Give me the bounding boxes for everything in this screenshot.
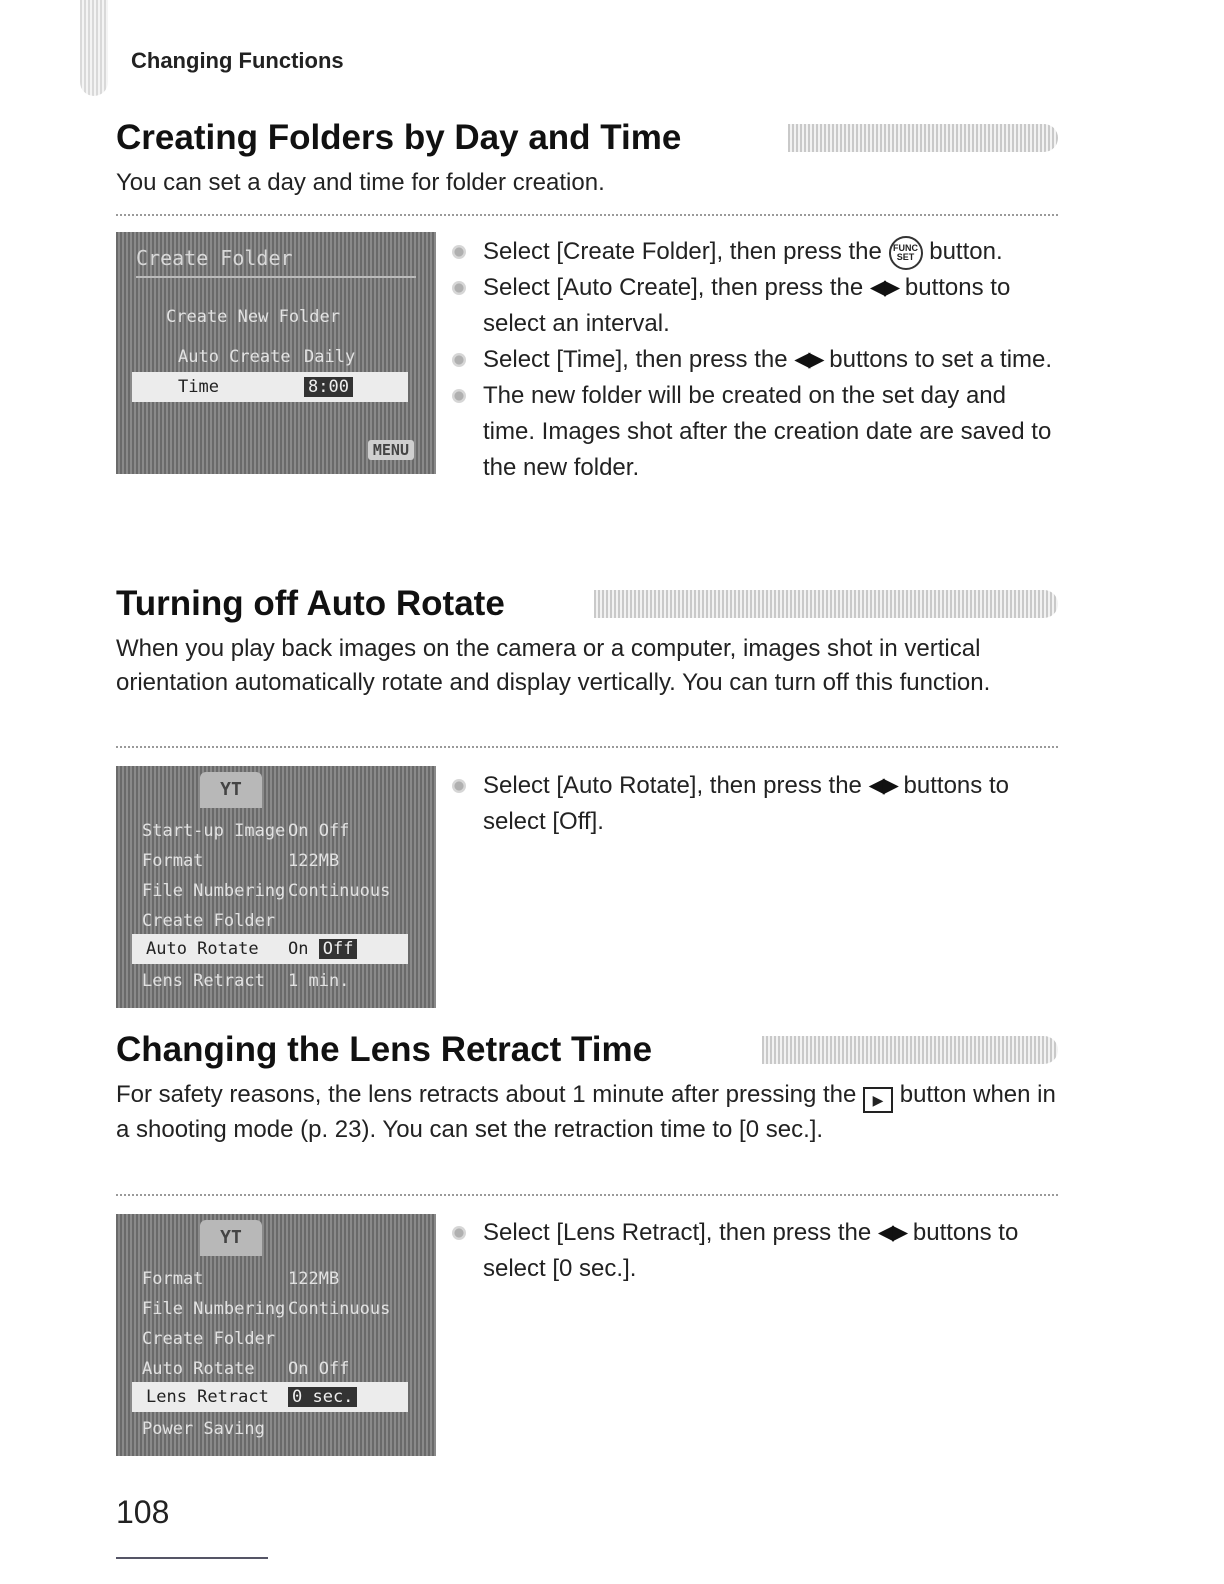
row-value-highlighted: 8:00 xyxy=(304,377,353,397)
screen-row: Lens Retract 1 min. xyxy=(142,971,350,991)
page-number: 108 xyxy=(116,1494,170,1530)
steps-list-folders xyxy=(452,234,1062,486)
left-right-arrows-icon: ◀▶ xyxy=(794,348,823,371)
screen-row: Create Folder xyxy=(142,911,276,931)
section-title-lens-retract: Changing the Lens Retract Time xyxy=(116,1030,653,1069)
bullet-icon xyxy=(452,353,466,367)
screen-row-selected: Lens Retract 0 sec. xyxy=(132,1382,408,1412)
section-intro-lens-retract: For safety reasons, the lens retracts about 1 minute after pressing the ▶ button when in a shooting mode (p. 23). You can set the retraction time to [0 sec.]. xyxy=(116,1081,1056,1143)
row-label: Create New Folder xyxy=(166,307,340,327)
screen-row: Format 122MB xyxy=(142,851,340,871)
bullet-icon xyxy=(452,779,466,793)
section-title-bar xyxy=(788,124,1058,152)
screen-row: File Numbering Continuous xyxy=(142,881,391,901)
bullet-icon xyxy=(452,1226,466,1240)
running-head: Changing Functions xyxy=(131,48,344,73)
section-title-auto-rotate: Turning off Auto Rotate xyxy=(116,584,505,623)
playback-icon: ▶ xyxy=(863,1087,893,1113)
screen-row: Power Saving xyxy=(142,1419,265,1439)
steps-list-auto-rotate xyxy=(452,768,1062,840)
step-item: Select [Auto Create], then press the ◀▶ buttons to select an interval. xyxy=(452,270,1062,342)
settings-tab-icon: YT xyxy=(200,772,262,808)
row-label: Auto Create xyxy=(178,347,291,367)
menu-button-label: MENU xyxy=(368,440,414,460)
steps-list-lens-retract xyxy=(452,1215,1062,1287)
screen-row: Auto Rotate On Off xyxy=(142,1359,350,1379)
screen-row: Format 122MB xyxy=(142,1269,340,1289)
screen-row-selected xyxy=(132,372,408,402)
left-right-arrows-icon: ◀▶ xyxy=(868,774,897,797)
screen-row: Create Folder xyxy=(142,1329,276,1349)
corner-tab xyxy=(80,0,108,96)
section-title-bar xyxy=(762,1036,1058,1064)
camera-screen-auto-rotate xyxy=(116,766,436,1008)
camera-screen-create-folder xyxy=(116,232,436,474)
settings-tab-icon: YT xyxy=(200,1220,262,1256)
screen-row xyxy=(116,342,436,372)
left-right-arrows-icon: ◀▶ xyxy=(869,276,899,299)
screen-row: Start-up Image On Off xyxy=(142,821,350,841)
step-item: Select [Time], then press the ◀▶ buttons to set a time. xyxy=(452,342,1062,378)
section-intro-auto-rotate: When you play back images on the camera or a computer, images shot in vertical orientation automatically rotate and display vertically. You can turn off this function. xyxy=(116,635,991,696)
section-intro-folders: You can set a day and time for folder creation. xyxy=(116,169,605,196)
camera-screen-lens-retract xyxy=(116,1214,436,1456)
func-set-icon: FUNC SET xyxy=(889,236,923,270)
row-label: Time xyxy=(178,377,219,397)
screen-row xyxy=(116,302,436,332)
section-divider xyxy=(116,214,1058,216)
section-title-folders: Creating Folders by Day and Time xyxy=(116,118,682,157)
bullet-icon xyxy=(452,281,466,295)
left-right-arrows-icon: ◀▶ xyxy=(877,1221,907,1244)
row-value: Daily xyxy=(304,347,356,367)
screen-row-selected: Auto Rotate On Off xyxy=(132,934,408,964)
step-item: The new folder will be created on the set day and time. Images shot after the creation date are saved to the new folder. xyxy=(452,378,1062,486)
footer-rule xyxy=(116,1557,268,1559)
section-title-bar xyxy=(594,590,1058,618)
bullet-icon xyxy=(452,245,466,259)
row-value-highlighted: Off xyxy=(319,939,358,959)
step-item: Select [Auto Rotate], then press the ◀▶ buttons to select [Off]. xyxy=(452,768,1062,840)
section-divider xyxy=(116,1194,1058,1196)
step-item: Select [Lens Retract], then press the ◀▶ buttons to select [0 sec.]. xyxy=(452,1215,1062,1287)
step-item: Select [Create Folder], then press the FUNC SET button. xyxy=(452,234,1062,270)
row-value-highlighted: 0 sec. xyxy=(288,1387,357,1407)
section-divider xyxy=(116,746,1058,748)
bullet-icon xyxy=(452,389,466,403)
screen-title: Create Folder xyxy=(136,246,416,278)
screen-row: File Numbering Continuous xyxy=(142,1299,391,1319)
